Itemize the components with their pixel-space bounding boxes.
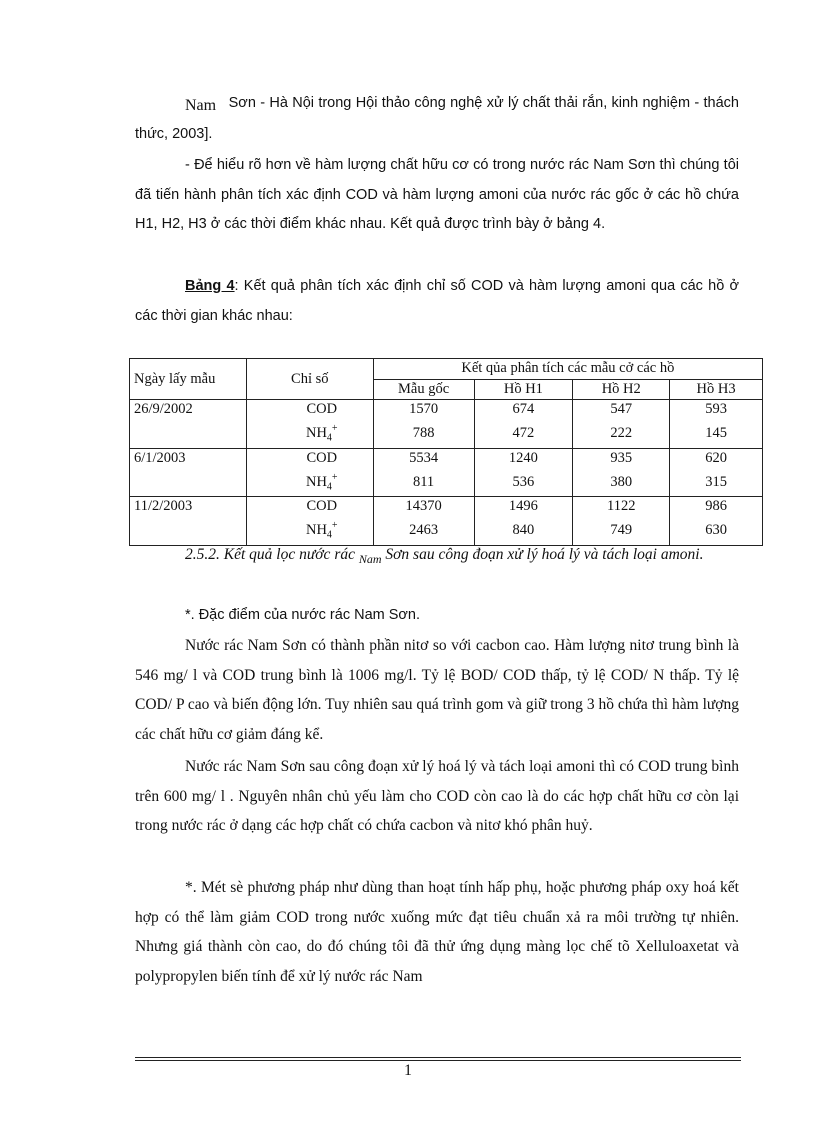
section-heading-part1: 2.5.2. Kết quả lọc nước rác <box>185 546 355 563</box>
page-number: 1 <box>404 1062 412 1079</box>
table-row <box>130 497 763 517</box>
table-cell: 1496 <box>474 497 573 517</box>
nh4-label: NH <box>305 473 327 490</box>
paragraph-4: Nước rác Nam Sơn có thành phần nitơ so với cacbon cao. Hàm lượng nitơ trung bình là 546 mg/ l và COD trung bình là 1006 mg/l. Tỷ lệ BOD/ COD thấp, tỷ lệ COD/ N thấp. Tỷ lệ COD/ P cao và biến động lớn. Tuy nhiên sau quá trình gom và giữ trong 3 hồ chứa thì hàm lượng các chất hữu cơ giảm đáng kể. <box>135 637 739 743</box>
nh4-sub: 4 <box>326 530 332 542</box>
table-cell: 788 <box>373 419 474 448</box>
table-cell: 380 <box>573 468 670 497</box>
row-index-nh4 <box>246 419 373 448</box>
table-caption-label: Bảng 4 <box>185 278 235 294</box>
table-cell: 1570 <box>373 400 474 420</box>
table-row <box>130 400 763 420</box>
table-cell: 593 <box>670 400 763 420</box>
table-cell: 1122 <box>573 497 670 517</box>
nh4-label: NH <box>305 522 327 539</box>
paragraph-1 <box>135 88 739 149</box>
table-cell: 472 <box>474 419 573 448</box>
table-cell: 986 <box>670 497 763 517</box>
row-index-cod: COD <box>246 497 373 517</box>
table-cell: 840 <box>474 516 573 545</box>
footer-divider-bottom <box>135 1060 741 1061</box>
table-cell: 536 <box>474 468 573 497</box>
section-heading-nam: Nam <box>358 552 382 566</box>
table-header-row-1 <box>130 359 763 380</box>
table-cell: 5534 <box>373 448 474 468</box>
row-date: 26/9/2002 <box>130 400 247 449</box>
paragraph-2: - Để hiểu rõ hơn về hàm lượng chất hữu cơ có trong nước rác Nam Sơn thì chúng tôi đã tiến hành phân tích xác định COD và hàm lượng amoni của nước rác gốc ở các hồ chứa H1, H2, H3 ở các thời điểm khác nhau. Kết quả được trình bày ở bảng 4. <box>135 157 739 232</box>
paragraph-6: *. Mét sè phương pháp như dùng than hoạt tính hấp phụ, hoặc phương pháp oxy hoá kết hợp có thể làm giảm COD trong nước xuống mức đạt tiêu chuẩn xả ra môi trường tự nhiên. Nhưng giá thành còn cao, do đó chúng tôi đã thử ứng dụng màng lọc chế tõ Xelluloaxetat và polypropylen biến tính để xử lý nước rác Nam <box>135 879 739 985</box>
header-group: Kết qủa phân tích các mẫu cở các hồ <box>373 359 762 380</box>
nh4-sup: + <box>331 471 338 483</box>
table-cell: 630 <box>670 516 763 545</box>
nh4-sub: 4 <box>326 432 332 444</box>
nh4-sub: 4 <box>326 481 332 493</box>
table-caption <box>135 272 739 331</box>
section-heading <box>135 540 739 571</box>
table-cell: 2463 <box>373 516 474 545</box>
table-cell: 1240 <box>474 448 573 468</box>
header-col-h1: Hồ H1 <box>474 379 573 400</box>
table-cell: 620 <box>670 448 763 468</box>
header-date: Ngày lấy mẫu <box>130 359 247 400</box>
table-cell: 547 <box>573 400 670 420</box>
row-index-nh4 <box>246 468 373 497</box>
header-index: Chỉ số <box>246 359 373 400</box>
header-col-h3: Hồ H3 <box>670 379 763 400</box>
paragraph-1-lead: Nam <box>185 97 217 114</box>
section-heading-part2: Sơn sau công đoạn xử lý hoá lý và tách loại amoni. <box>385 546 704 563</box>
results-table <box>129 358 763 546</box>
header-col-h2: Hồ H2 <box>573 379 670 400</box>
table-cell: 935 <box>573 448 670 468</box>
nh4-sup: + <box>331 520 338 532</box>
table-caption-text: : Kết quả phân tích xác định chỉ số COD và hàm lượng amoni qua các hồ ở các thời gian khác nhau: <box>135 278 740 324</box>
table-cell: 811 <box>373 468 474 497</box>
row-date: 11/2/2003 <box>130 497 247 546</box>
table-cell: 749 <box>573 516 670 545</box>
table-row <box>130 448 763 468</box>
header-col-original: Mẫu gốc <box>373 379 474 400</box>
row-index-cod: COD <box>246 448 373 468</box>
nh4-label: NH <box>305 424 327 441</box>
row-index-cod: COD <box>246 400 373 420</box>
table-cell: 674 <box>474 400 573 420</box>
footer-divider-top <box>135 1057 741 1058</box>
table-cell: 315 <box>670 468 763 497</box>
paragraph-3: *. Đặc điểm của nước rác Nam Sơn. <box>185 607 421 623</box>
paragraph-5: Nước rác Nam Sơn sau công đoạn xử lý hoá lý và tách loại amoni thì có COD trung bình trên 600 mg/ l . Nguyên nhân chủ yếu làm cho COD còn cao là do các hợp chất hữu cơ còn lại trong nước rác ở dạng các hợp chất có chứa cacbon và nitơ khó phân huỷ. <box>135 758 739 834</box>
table-cell: 14370 <box>373 497 474 517</box>
paragraph-1-text: Sơn - Hà Nội trong Hội thảo công nghệ xử lý chất thải rắn, kinh nghiệm - thách thức, 2003]. <box>135 95 740 142</box>
nh4-sup: + <box>331 423 338 434</box>
table-cell: 145 <box>670 419 763 448</box>
row-date: 6/1/2003 <box>130 448 247 497</box>
table-cell: 222 <box>573 419 670 448</box>
